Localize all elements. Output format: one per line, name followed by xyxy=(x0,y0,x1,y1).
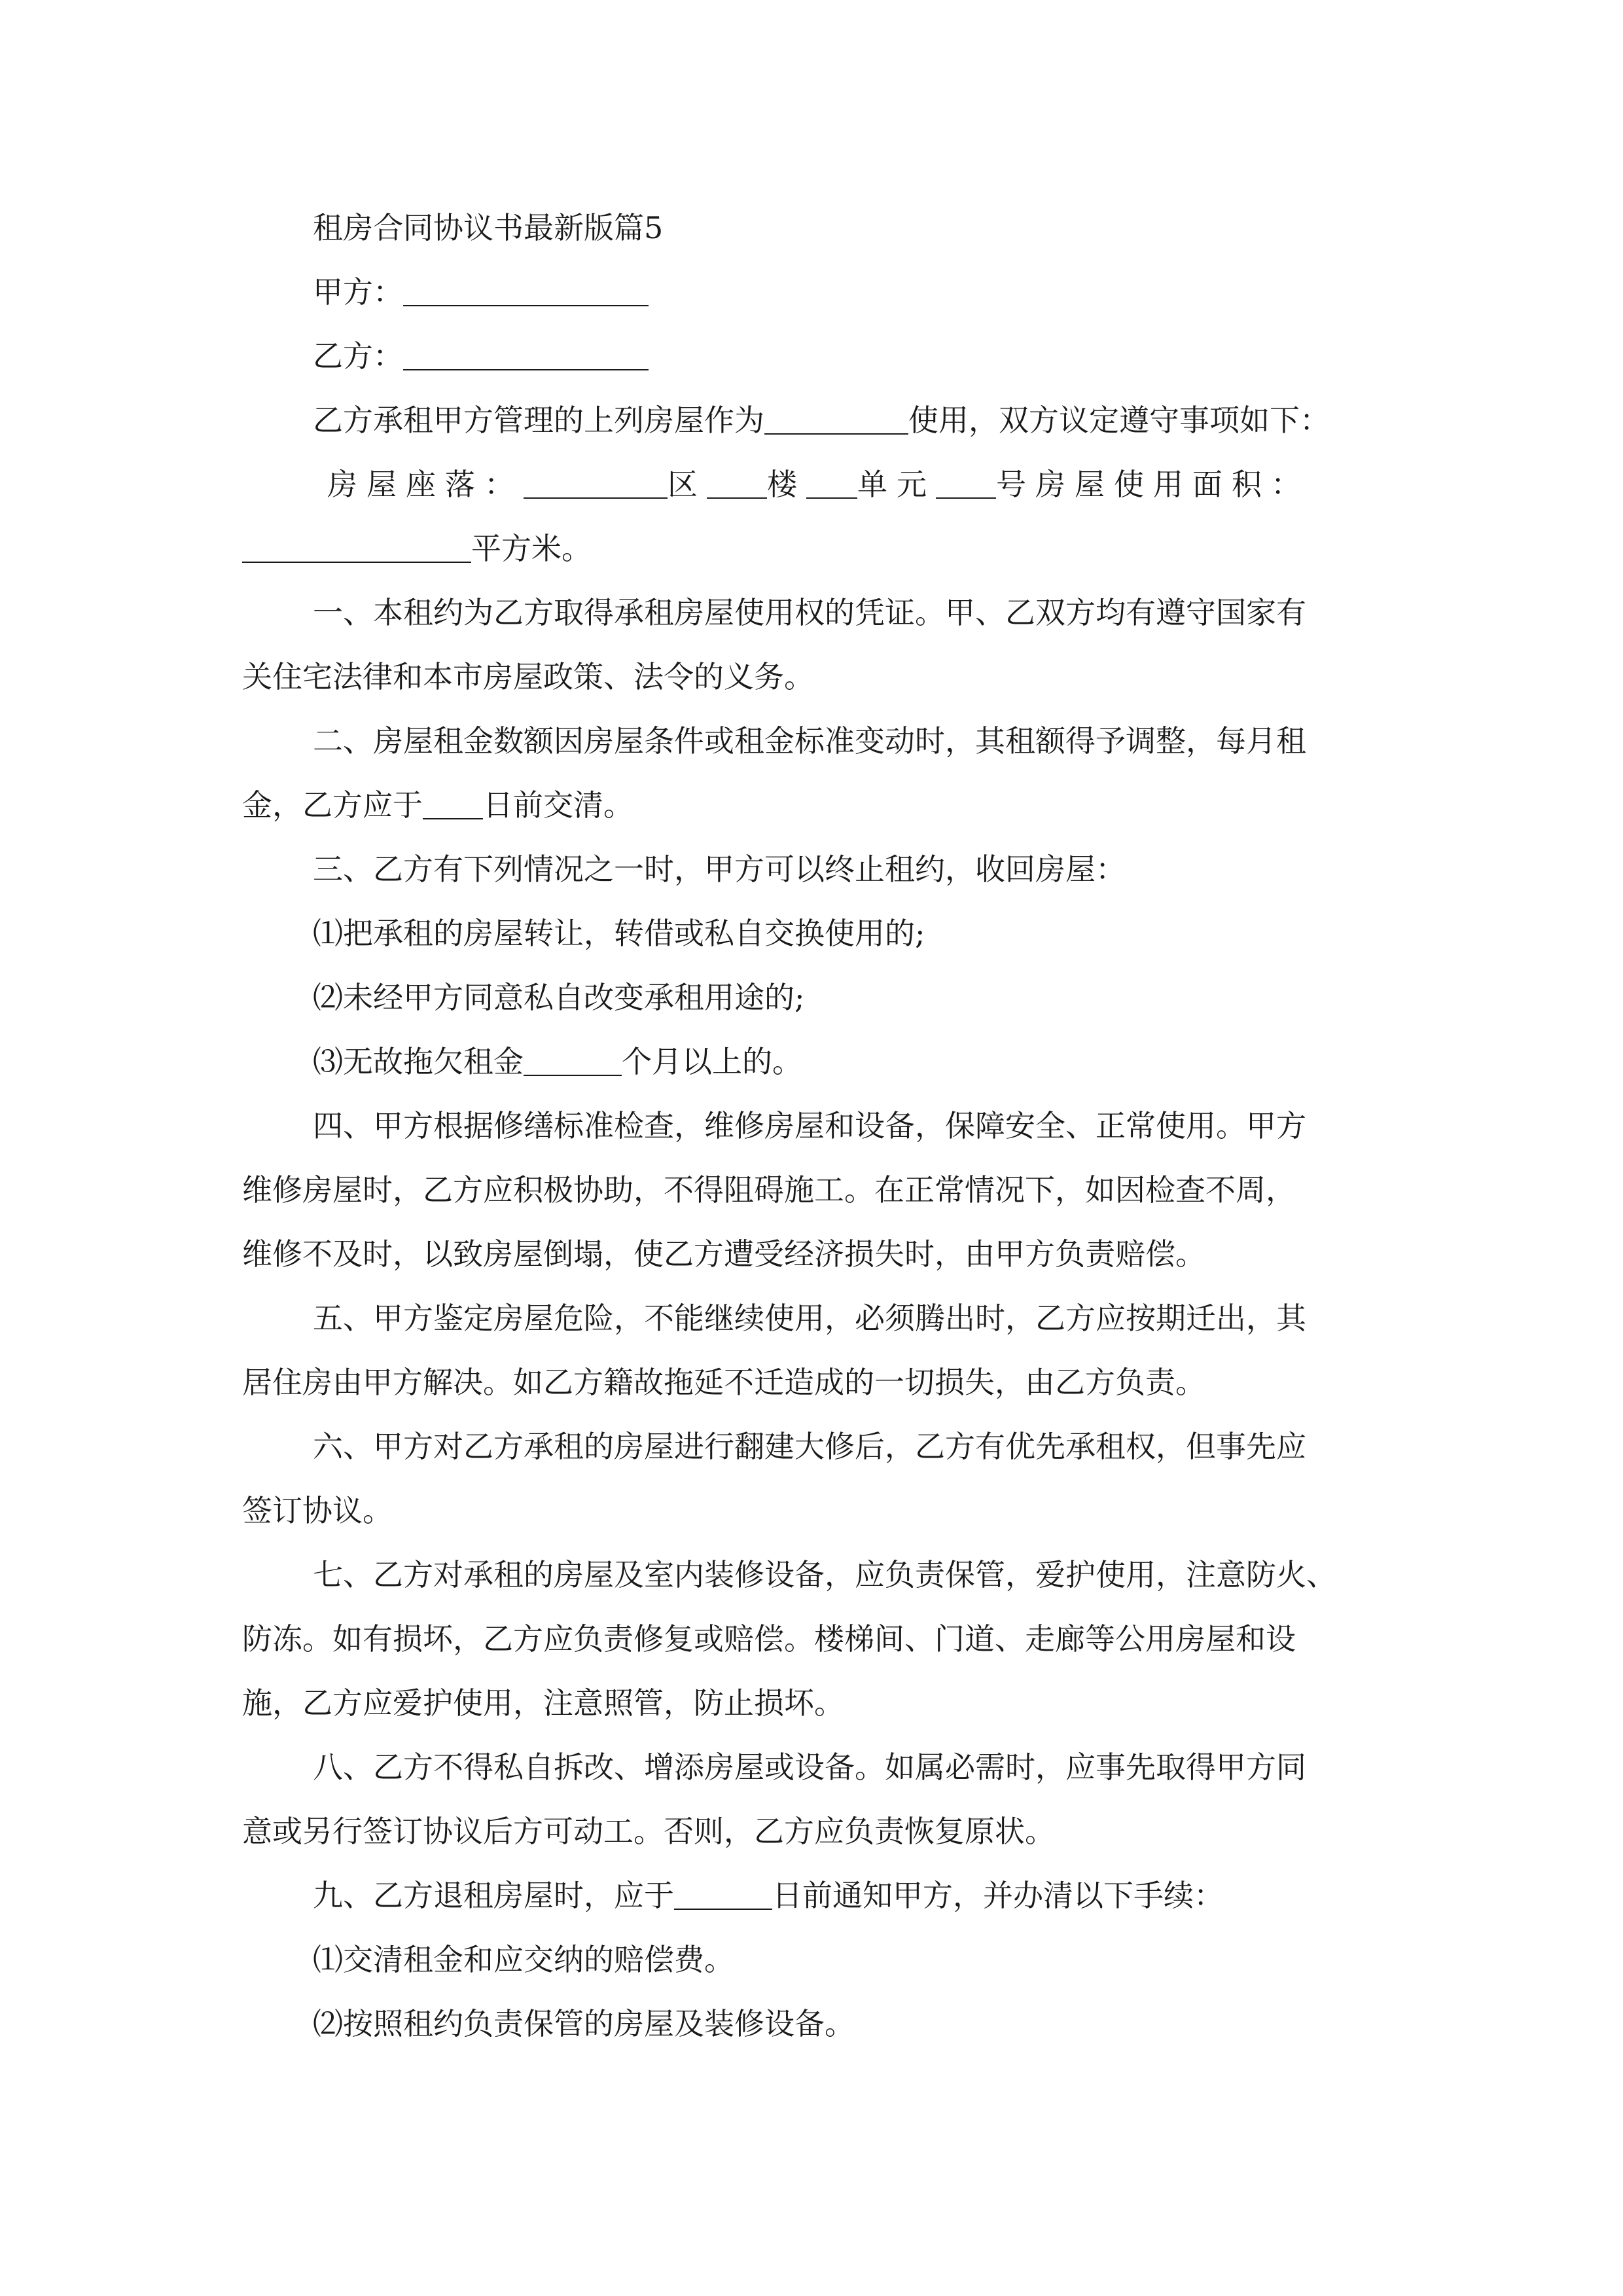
months-overdue-blank[interactable] xyxy=(524,1046,622,1076)
usage-blank[interactable] xyxy=(764,404,908,435)
document-title: 租房合同协议书最新版篇5 xyxy=(313,210,664,245)
party-a-blank[interactable] xyxy=(403,276,649,306)
number-area-label: 号房屋使用面积： xyxy=(996,467,1310,502)
clause-2-line-1: 二、房屋租金数额因房屋条件或租金标准变动时，其租额得予调整，每月租 xyxy=(313,723,1306,759)
location-line xyxy=(327,465,1466,504)
clause-9-text-b: 日前通知甲方，并办清以下手续： xyxy=(772,1878,1224,1913)
clause-1-line-1: 一、本租约为乙方取得承租房屋使用权的凭证。甲、乙双方均有遵守国家有 xyxy=(313,595,1306,630)
clause-5-line-1: 五、甲方鉴定房屋危险，不能继续使用，必须腾出时，乙方应按期迁出，其 xyxy=(313,1300,1306,1336)
clause-9-item-2: ⑵按照租约负责保管的房屋及装修设备。 xyxy=(313,2006,855,2041)
intro-text-b: 使用，双方议定遵守事项如下： xyxy=(908,403,1330,438)
clause-4-line-2: 维修房屋时，乙方应积极协助，不得阻碍施工。在正常情况下，如因检查不周， xyxy=(242,1172,1296,1208)
party-b-line xyxy=(313,336,1381,376)
clause-9-text-a: 九、乙方退租房屋时，应于 xyxy=(313,1878,674,1913)
clause-8-line-2: 意或另行签订协议后方可动工。否则，乙方应负责恢复原状。 xyxy=(242,1814,1055,1849)
clause-4-line-1: 四、甲方根据修缮标准检查，维修房屋和设备，保障安全、正常使用。甲方 xyxy=(313,1108,1306,1143)
clause-6-line-2: 签订协议。 xyxy=(242,1493,393,1528)
unit-label: 单元 xyxy=(857,467,936,502)
clause-1-line-2: 关住宅法律和本市房屋政策、法令的义务。 xyxy=(242,659,814,694)
clause-3-item-3-text-a: ⑶无故拖欠租金 xyxy=(313,1044,524,1079)
clause-3-item-3-text-b: 个月以上的。 xyxy=(622,1044,802,1079)
party-a-line xyxy=(313,272,1381,312)
payment-day-blank[interactable] xyxy=(423,789,483,819)
building-label: 楼 xyxy=(767,467,806,502)
area-blank[interactable] xyxy=(242,533,471,563)
clause-7-line-1: 七、乙方对承租的房屋及室内装修设备，应负责保管，爱护使用，注意防火、 xyxy=(313,1557,1336,1592)
party-b-label: 乙方： xyxy=(313,338,403,374)
clause-3-item-1: ⑴把承租的房屋转让，转借或私自交换使用的; xyxy=(313,916,925,951)
number-blank[interactable] xyxy=(936,469,996,499)
clause-7-line-3: 施，乙方应爱护使用，注意照管，防止损坏。 xyxy=(242,1685,844,1721)
clause-6-line-1: 六、甲方对乙方承租的房屋进行翻建大修后，乙方有优先承租权，但事先应 xyxy=(313,1429,1306,1464)
clause-2-line-2 xyxy=(242,785,1381,825)
area-line xyxy=(242,529,1381,568)
clause-4-line-3: 维修不及时，以致房屋倒塌，使乙方遭受经济损失时，由甲方负责赔偿。 xyxy=(242,1236,1205,1272)
clause-3-item-2: ⑵未经甲方同意私自改变承租用途的; xyxy=(313,980,805,1015)
party-b-blank[interactable] xyxy=(403,340,649,370)
clause-7-line-2: 防冻。如有损坏，乙方应负责修复或赔偿。楼梯间、门道、走廊等公用房屋和设 xyxy=(242,1621,1296,1657)
notice-days-blank[interactable] xyxy=(674,1880,772,1910)
intro-text-a: 乙方承租甲方管理的上列房屋作为 xyxy=(313,403,764,438)
clause-3-line-1: 三、乙方有下列情况之一时，甲方可以终止租约，收回房屋： xyxy=(313,852,1126,887)
district-blank[interactable] xyxy=(524,469,668,499)
clause-9-line-1 xyxy=(313,1876,1381,1915)
building-blank[interactable] xyxy=(707,469,767,499)
clause-9-item-1: ⑴交清租金和应交纳的赔偿费。 xyxy=(313,1942,734,1977)
sqm-label: 平方米。 xyxy=(471,531,592,566)
clause-2-text-a: 金，乙方应于 xyxy=(242,787,423,823)
clause-5-line-2: 居住房由甲方解决。如乙方籍故拖延不迁造成的一切损失，由乙方负责。 xyxy=(242,1365,1205,1400)
location-label: 房屋座落： xyxy=(327,467,524,502)
intro-line xyxy=(313,401,1381,440)
clause-8-line-1: 八、乙方不得私自拆改、增添房屋或设备。如属必需时，应事先取得甲方同 xyxy=(313,1749,1306,1785)
clause-3-item-3 xyxy=(313,1042,1381,1081)
party-a-label: 甲方： xyxy=(313,274,403,310)
clause-2-text-b: 日前交清。 xyxy=(483,787,633,823)
unit-blank[interactable] xyxy=(806,469,857,499)
district-label: 区 xyxy=(668,467,707,502)
